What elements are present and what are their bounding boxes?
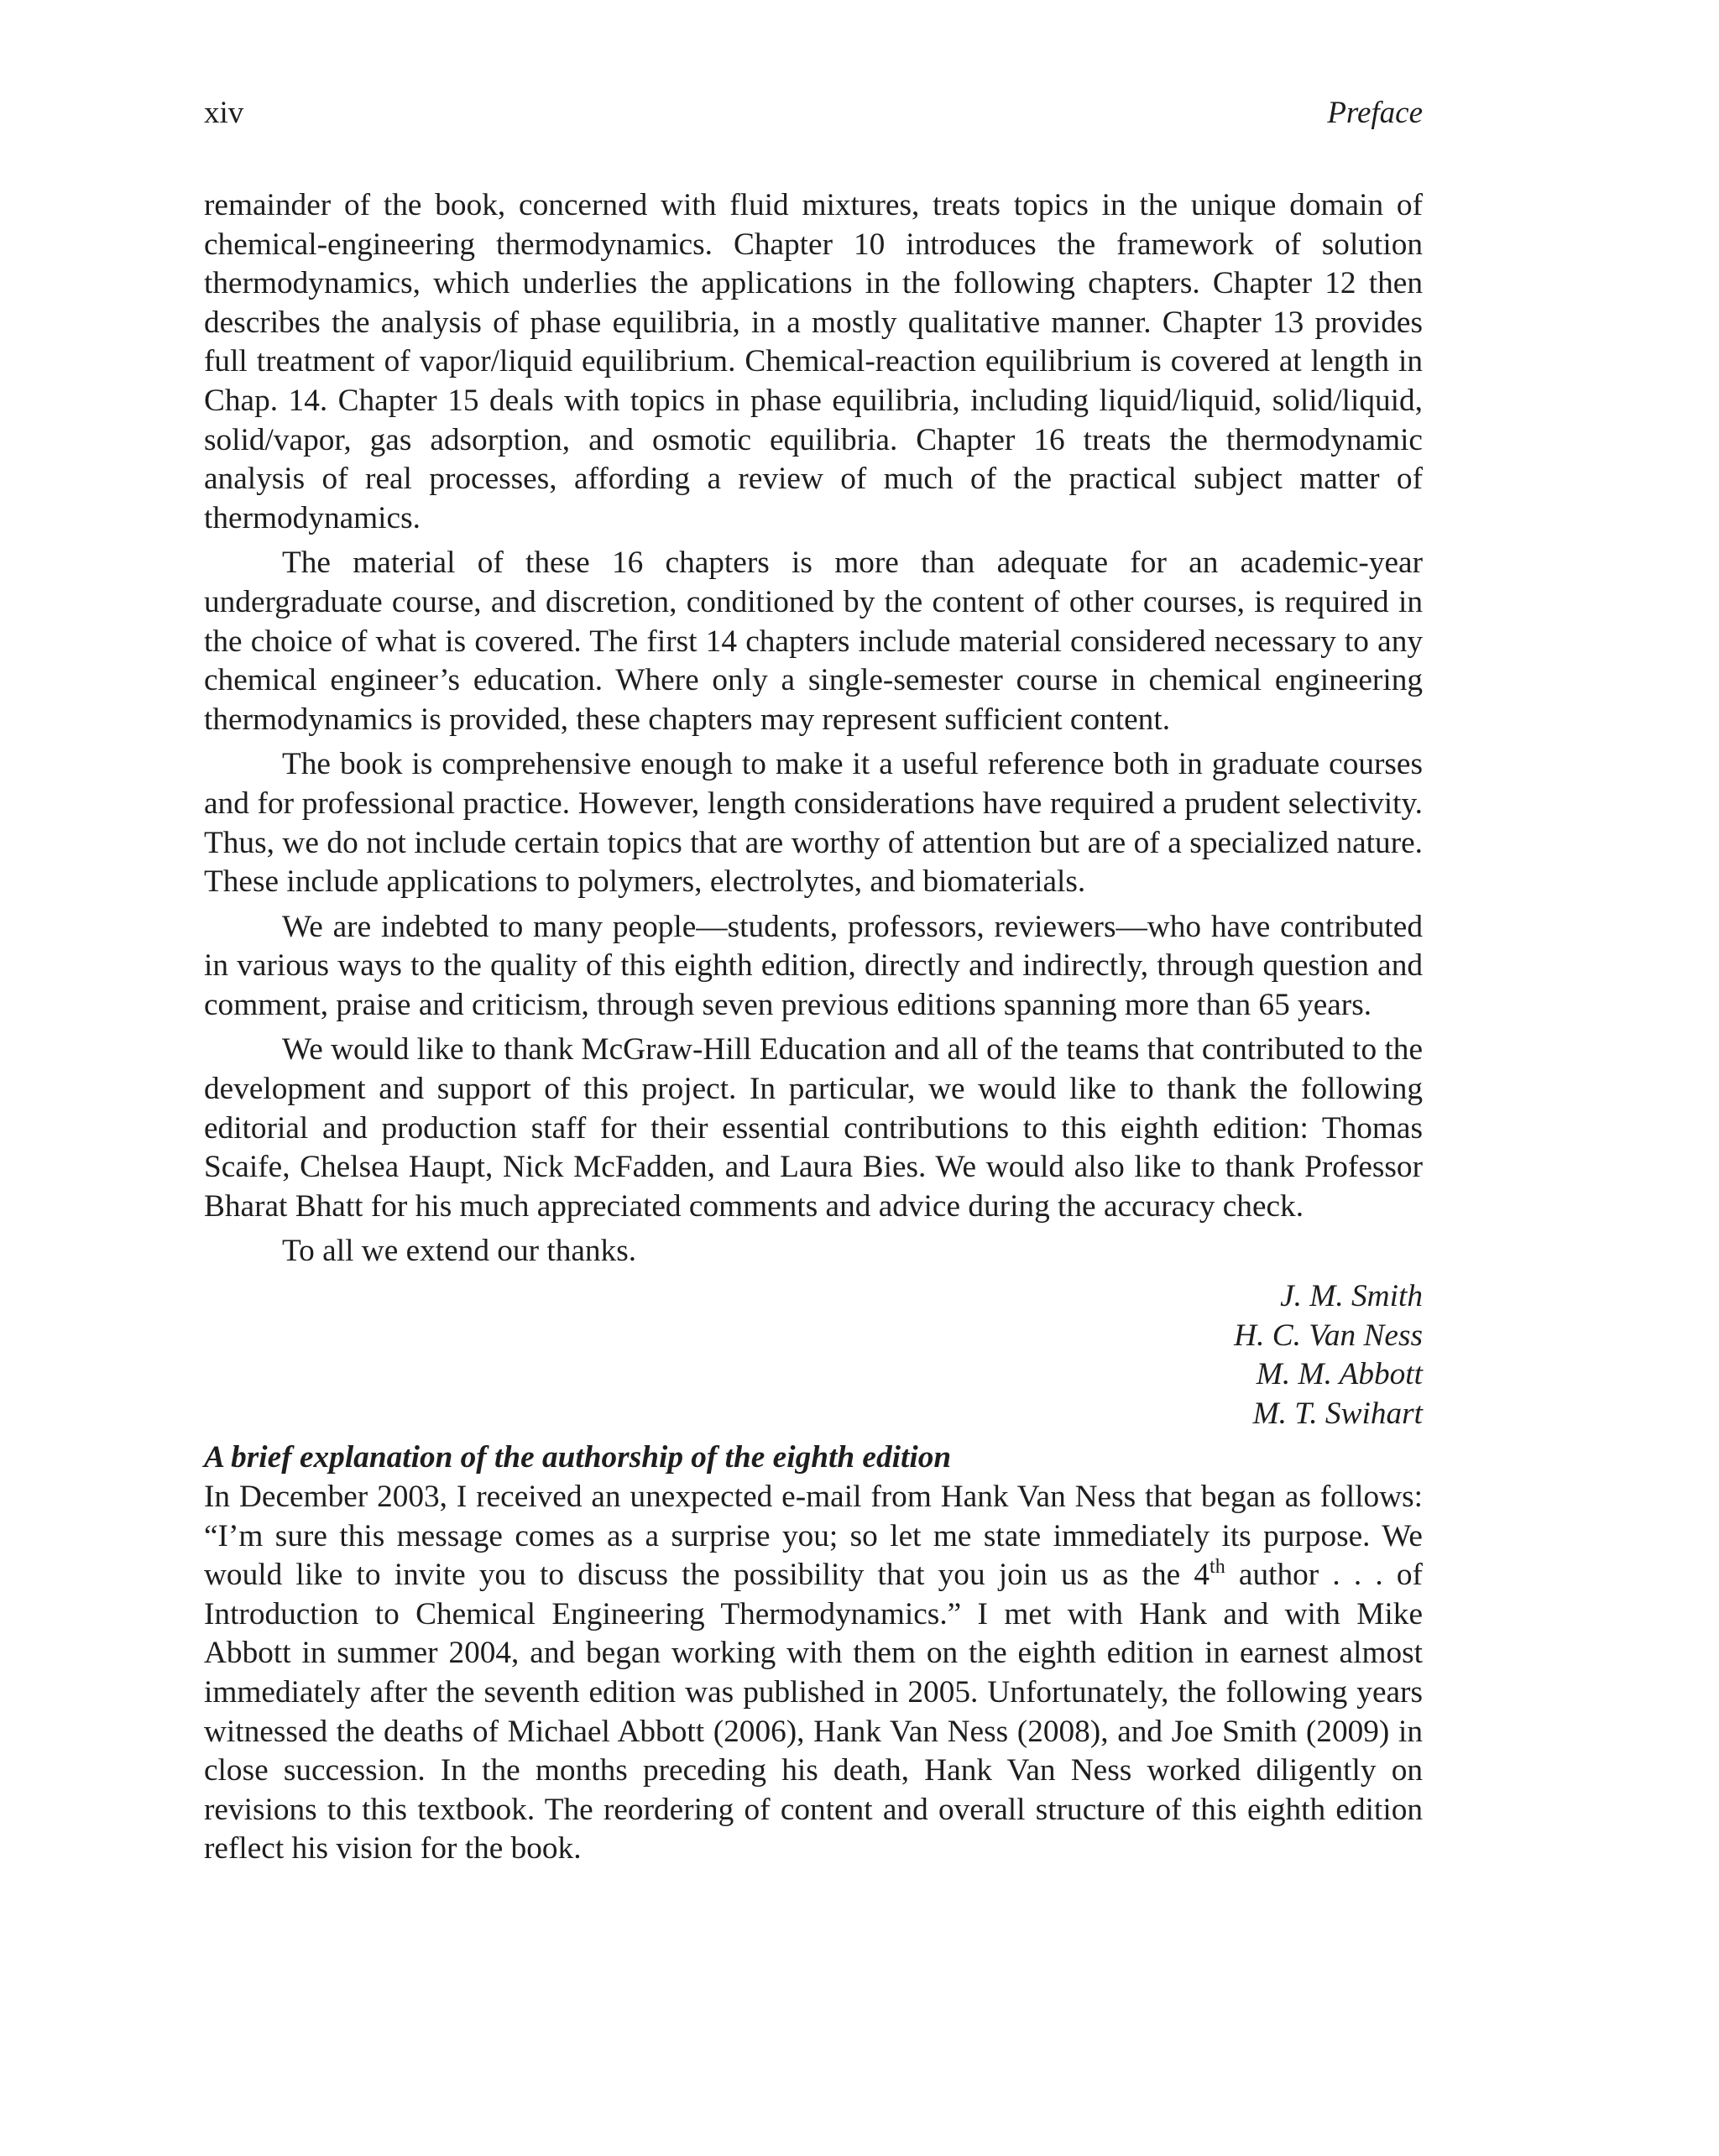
author-name: H. C. Van Ness xyxy=(1234,1318,1423,1353)
section-title: Preface xyxy=(1327,96,1423,130)
paragraph-acknowledgment: We are indebted to many people—students, professors, reviewers—who have contributed in various ways to the quality of this eighth edition, directly and indirectly, through question and comment, praise and criticism, through seven previous editions spanning more than 65 years. xyxy=(204,909,1423,1022)
authorship-text-start: In December 2003, I received an unexpected e-mail from Hank Van Ness that began as follows: “I’m sure this message comes as a surprise you; so let me state immediately its purpose. We would like to invite you to discuss the possibility that you join us as the 4 xyxy=(204,1480,1423,1593)
author-name: M. M. Abbott xyxy=(1256,1357,1423,1392)
paragraph-authorship xyxy=(204,1478,1423,1869)
paragraph-reference-use: The book is comprehensive enough to make it a useful reference both in graduate courses and for professional practice. However, length considerations have required a prudent selectivity. Thus, we do not include certain topics that are worthy of attention but are of a specialized nature. These include applications to polymers, electrolytes, and biomaterials. xyxy=(204,747,1423,900)
preface-body xyxy=(204,186,1423,1869)
page-number: xiv xyxy=(204,96,244,130)
authorship-text-end: author . . . of Introduction to Chemical Engineering Thermodynamics.” I met with Hank and with Mike Abbott in summer 2004, and began working with them on the eighth edition in earnest almost immediately after the seventh edition was published in 2005. Unfortunately, the following years witnessed the deaths of Michael Abbott (2006), Hank Van Ness (2008), and Joe Smith (2009) in close succession. In the months preceding his death, Hank Van Ness worked diligently on revisions to this textbook. The reordering of content and overall structure of this eighth edition reflect his vision for the book. xyxy=(204,1558,1423,1866)
running-head xyxy=(204,92,1423,134)
paragraph-continuation: remainder of the book, concerned with fluid mixtures, treats topics in the unique domain of chemical-engineering thermodynamics. Chapter 10 introduces the framework of solution thermodynamics, which underlies the applications in the following chapters. Chapter 12 then describes the analysis of phase equilibria, in a mostly qualitative manner. Chapter 13 provides full treatment of vapor/liquid equilibrium. Chemical-reaction equilibrium is covered at length in Chap. 14. Chapter 15 deals with topics in phase equilibria, including liquid/liquid, solid/liquid, solid/vapor, gas adsorption, and osmotic equilibria. Chapter 16 treats the thermodynamic analysis of real processes, affording a review of much of the practical subject matter of thermodynamics. xyxy=(204,188,1423,535)
paragraph-course-scope: The material of these 16 chapters is more than adequate for an academic-year undergraduate course, and discretion, conditioned by the content of other courses, is required in the choice of what is covered. The first 14 chapters include material considered necessary to any chemical engineer’s education. Where only a single-semester course in chemical engineering thermodynamics is provided, these chapters may represent sufficient content. xyxy=(204,546,1423,737)
paragraph-publisher-thanks: We would like to thank McGraw-Hill Education and all of the teams that contributed to the development and support of this project. In particular, we would like to thank the following editorial and production staff for their essential contributions to this eighth edition: Thomas Scaife, Chelsea Haupt, Nick McFadden, and Laura Bies. We would also like to thank Professor Bharat Bhatt for his much appreciated comments and advice during the accuracy check. xyxy=(204,1032,1424,1224)
ordinal-superscript: th xyxy=(1210,1556,1225,1579)
author-name: M. T. Swihart xyxy=(1252,1396,1423,1431)
authorship-heading: A brief explanation of the authorship of the eighth edition xyxy=(204,1440,952,1475)
author-signatures xyxy=(204,1277,1423,1433)
closing-line: To all we extend our thanks. xyxy=(282,1234,637,1269)
book-page xyxy=(204,92,1423,1875)
author-name: J. M. Smith xyxy=(1280,1279,1423,1314)
